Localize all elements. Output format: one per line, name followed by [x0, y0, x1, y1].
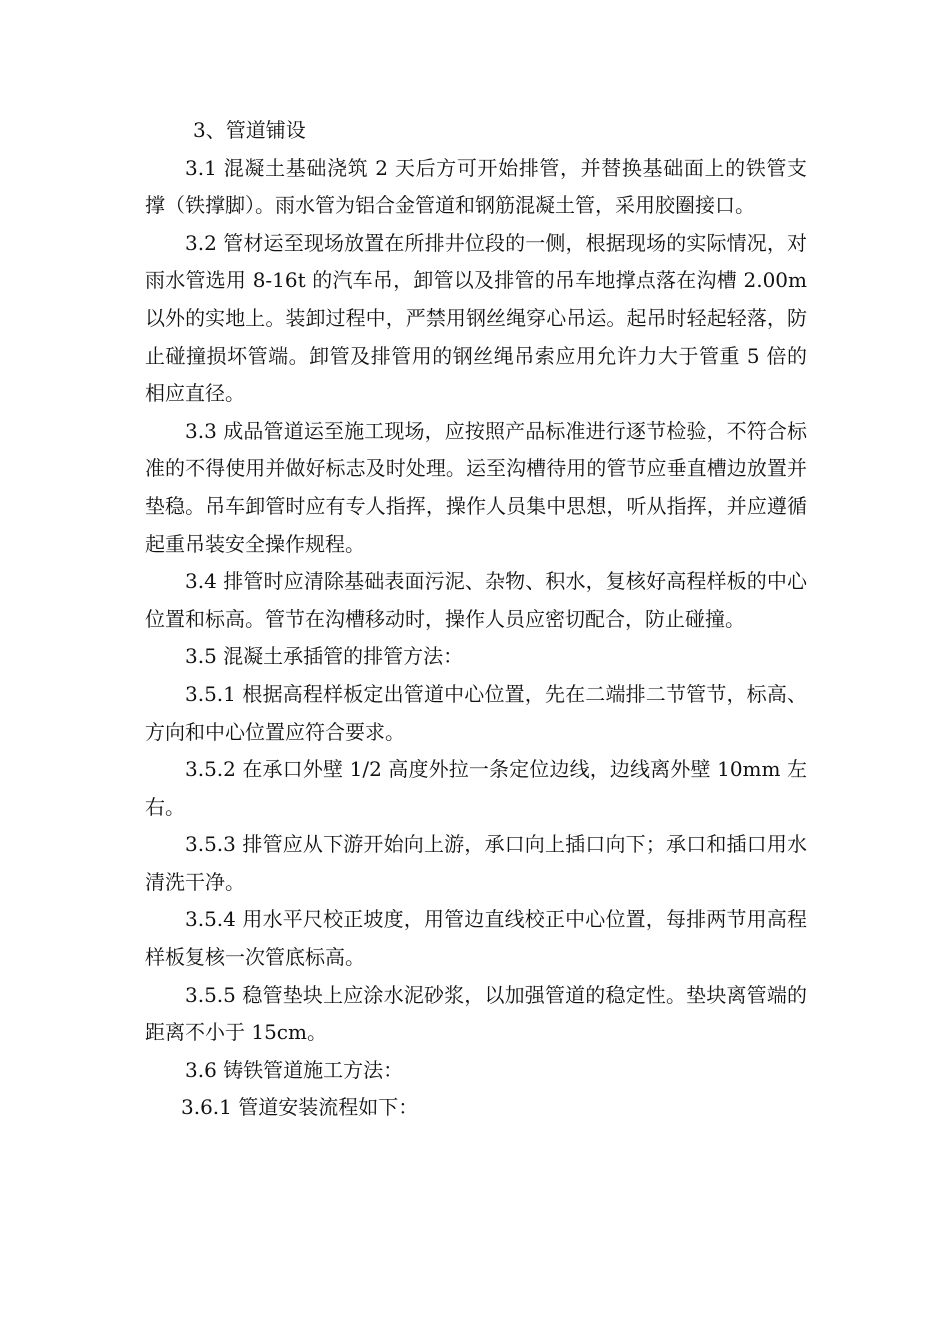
paragraph-3-5-3: 3.5.3 排管应从下游开始向上游，承口向上插口向下；承口和插口用水清洗干净。 [145, 832, 807, 894]
paragraph-3-5: 3.5 混凝土承插管的排管方法： [185, 644, 464, 669]
paragraph-3-5-5: 3.5.5 稳管垫块上应涂水泥砂浆，以加强管道的稳定性。垫块离管端的距离不小于 15cm。 [145, 982, 807, 1045]
paragraph-3-5-1: 3.5.1 根据高程样板定出管道中心位置，先在二端排二节管节，标高、方向和中心位置应符合要求。 [145, 681, 807, 744]
document-page [145, 112, 807, 1127]
paragraph-3-6-1: 3.6.1 管道安装流程如下： [181, 1095, 419, 1120]
paragraph-3-3: 3.3 成品管道运至施工现场，应按照产品标准进行逐节检验，不符合标准的不得使用并做好标志及时处理。运至沟槽待用的管节应垂直槽边放置并垫稳。吊车卸管时应有专人指挥，操作人员集中思想，听从指挥，并应遵循起重吊装安全操作规程。 [145, 418, 807, 556]
paragraph-3-4: 3.4 排管时应清除基础表面污泥、杂物、积水，复核好高程样板的中心位置和标高。管节在沟槽移动时，操作人员应密切配合，防止碰撞。 [145, 569, 807, 631]
paragraph-3-5-2: 3.5.2 在承口外壁 1/2 高度外拉一条定位边线，边线离外壁 10mm 左右。 [145, 757, 807, 819]
paragraph-3-6: 3.6 铸铁管道施工方法： [185, 1057, 404, 1082]
section-heading: 3、管道铺设 [193, 118, 306, 142]
paragraph-3-1: 3.1 混凝土基础浇筑 2 天后方可开始排管，并替换基础面上的铁管支撑（铁撑脚）。雨水管为铝合金管道和钢筋混凝土管，采用胶圈接口。 [145, 155, 807, 218]
paragraph-3-5-4: 3.5.4 用水平尺校正坡度，用管边直线校正中心位置，每排两节用高程样板复核一次管底标高。 [145, 907, 807, 970]
paragraph-3-2: 3.2 管材运至现场放置在所排井位段的一侧，根据现场的实际情况，对雨水管选用 8-16t 的汽车吊，卸管以及排管的吊车地撑点落在沟槽 2.00m 以外的实地上。装卸过程中，严禁用钢丝绳穿心吊运。起吊时轻起轻落，防止碰撞损坏管端。卸管及排管用的钢丝绳吊索应用允许力大于管重 5 倍的相应直径。 [145, 230, 807, 406]
